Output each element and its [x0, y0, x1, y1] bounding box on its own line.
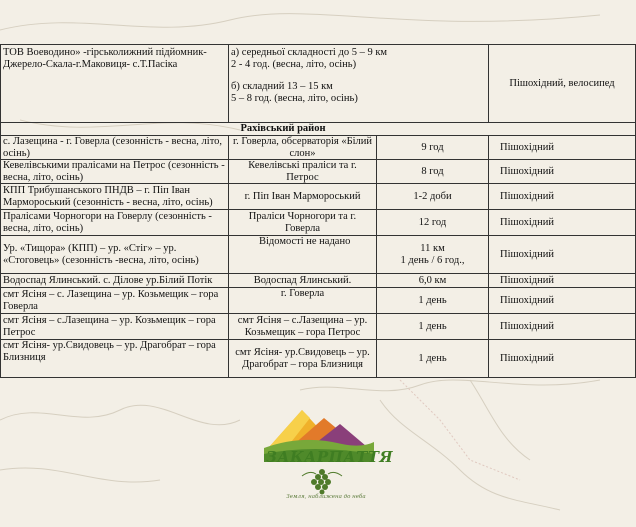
object-cell [229, 210, 377, 236]
object-text: г. Говерла [280, 288, 325, 299]
object-cell [229, 314, 377, 340]
type-text: Пішохідний [500, 165, 554, 177]
route-cell [1, 160, 229, 184]
object-cell [229, 160, 377, 184]
table-row [1, 45, 636, 123]
route-text: смт Ясіня- ур.Свидовець – ур. Драгобрат – гора Близниця [3, 340, 216, 363]
type-text: Пішохідний [500, 294, 554, 306]
duration-cell [377, 184, 489, 210]
object-text: г. Піп Іван Мармороський [244, 190, 361, 202]
object-text: смт Ясіня – с.Лазещина – ур. Козьмещик – гора Петрос [237, 315, 368, 338]
type-text: Пішохідний [500, 190, 554, 202]
grapes-icon [292, 468, 352, 498]
zakarpattia-logo [262, 404, 394, 522]
route-text: Кевелівськими пралісами на Петрос (сезонність - весна, літо, осінь) [3, 160, 225, 183]
type-cell [489, 340, 636, 378]
duration-text: 9 год [421, 141, 444, 153]
duration-text: 12 год [418, 216, 447, 228]
object-cell [229, 340, 377, 378]
route-text: Пралісами Чорногори на Говерлу (сезонність - весна, літо, осінь) [3, 211, 212, 234]
type-text: Пішохідний, велосипед [509, 77, 615, 89]
duration-cell [377, 236, 489, 274]
object-text: Кевелівські праліси та г. Петрос [248, 160, 357, 183]
object-cell [229, 288, 377, 314]
logo-slogan: Земля, наближена до неба [286, 494, 366, 500]
duration-text: 11 км [420, 243, 445, 254]
object-cell [229, 274, 377, 288]
route-cell [1, 288, 229, 314]
object-cell [229, 236, 377, 274]
duration-cell [377, 288, 489, 314]
table-row [1, 210, 636, 236]
duration-text: 8 год [421, 165, 444, 177]
table-row [1, 314, 636, 340]
type-text: Пішохідний [500, 216, 554, 228]
complexity-b-line1: б) складний 13 – 15 км [231, 81, 333, 92]
type-text: Пішохідний [500, 141, 554, 153]
route-text: ТОВ Воеводино» -гірськолижний підйомник-Джерело-Скала-г.Маковиця- с.Т.Пасіка [3, 47, 207, 70]
table-row [1, 236, 636, 274]
region-title-text: Рахівський район [240, 123, 326, 135]
type-text: Пішохідний [500, 352, 554, 364]
routes-table [0, 44, 636, 378]
table-row [1, 274, 636, 288]
duration-cell [377, 136, 489, 160]
table-row [1, 288, 636, 314]
route-cell [1, 314, 229, 340]
type-cell [489, 314, 636, 340]
route-cell [1, 340, 229, 378]
type-text: Пішохідний [500, 320, 554, 332]
table-row [1, 136, 636, 160]
type-cell [489, 45, 636, 123]
route-cell [1, 184, 229, 210]
object-text: Праліси Чорногори та г. Говерла [248, 211, 357, 234]
route-text: смт Ясіня – с. Лазещина – ур. Козьмещик – гора Говерла [3, 289, 219, 312]
object-text: Водоспад Ялинський. [253, 274, 352, 286]
complexity-a-line2: 2 - 4 год. (весна, літо, осінь) [231, 58, 357, 70]
table-row [1, 160, 636, 184]
type-text: Пішохідний [500, 274, 554, 286]
duration-cell [377, 274, 489, 288]
route-text: смт Ясіня – с.Лазещина – ур. Козьмещик – гора Петрос [3, 315, 216, 338]
route-cell [1, 236, 229, 274]
duration-text: 1 день [418, 294, 447, 306]
type-cell [489, 288, 636, 314]
route-cell [1, 210, 229, 236]
type-cell [489, 184, 636, 210]
object-text: смт Ясіня- ур.Свидовець – ур. Драгобрат – гора Близниця [235, 347, 370, 370]
object-text: г. Говерла, обсерваторія «Білий слон» [232, 136, 373, 159]
route-text: Водоспад Ялинський. с. Ділове ур.Білий Потік [3, 274, 213, 286]
duration-text: 1 день [418, 320, 447, 332]
duration-cell [377, 314, 489, 340]
complexity-b-line2: 5 – 8 год. (весна, літо, осінь) [231, 92, 358, 104]
object-cell [229, 184, 377, 210]
complexity-a-line1: а) середньої складності до 5 – 9 км [231, 47, 388, 58]
route-text: КПП Трибушанського ПНДВ – г. Піп Іван Мармороський (сезонність - весна, літо, осінь) [3, 185, 213, 208]
route-text: Ур. «Тищора» (КПП) – ур. «Стіг» – ур. «Стоговець» (сезонність -весна, літо, осінь) [3, 243, 199, 266]
type-cell [489, 236, 636, 274]
type-text: Пішохідний [500, 248, 554, 260]
type-cell [489, 160, 636, 184]
duration-text: 1-2 доби [413, 190, 452, 202]
duration-text: 6,0 км [418, 274, 447, 286]
duration-text: 1 день [418, 352, 447, 364]
type-cell [489, 210, 636, 236]
object-cell [229, 136, 377, 160]
type-cell [489, 136, 636, 160]
duration-cell [377, 340, 489, 378]
table-row [1, 340, 636, 378]
table-row [1, 184, 636, 210]
duration-cell [377, 160, 489, 184]
route-cell [1, 274, 229, 288]
duration-text-2: 1 день / 6 год., [400, 254, 465, 266]
route-text: с. Лазещина - г. Говерла (сезонність - весна, літо, осінь) [3, 136, 223, 159]
route-cell [1, 45, 229, 123]
logo-title: ЗАКАРПАТТЯ [266, 448, 394, 466]
region-row [1, 123, 636, 136]
object-text: Відомості не надано [259, 236, 351, 247]
complexity-cell [229, 45, 489, 123]
type-cell [489, 274, 636, 288]
region-title [1, 123, 636, 136]
route-cell [1, 136, 229, 160]
duration-cell [377, 210, 489, 236]
